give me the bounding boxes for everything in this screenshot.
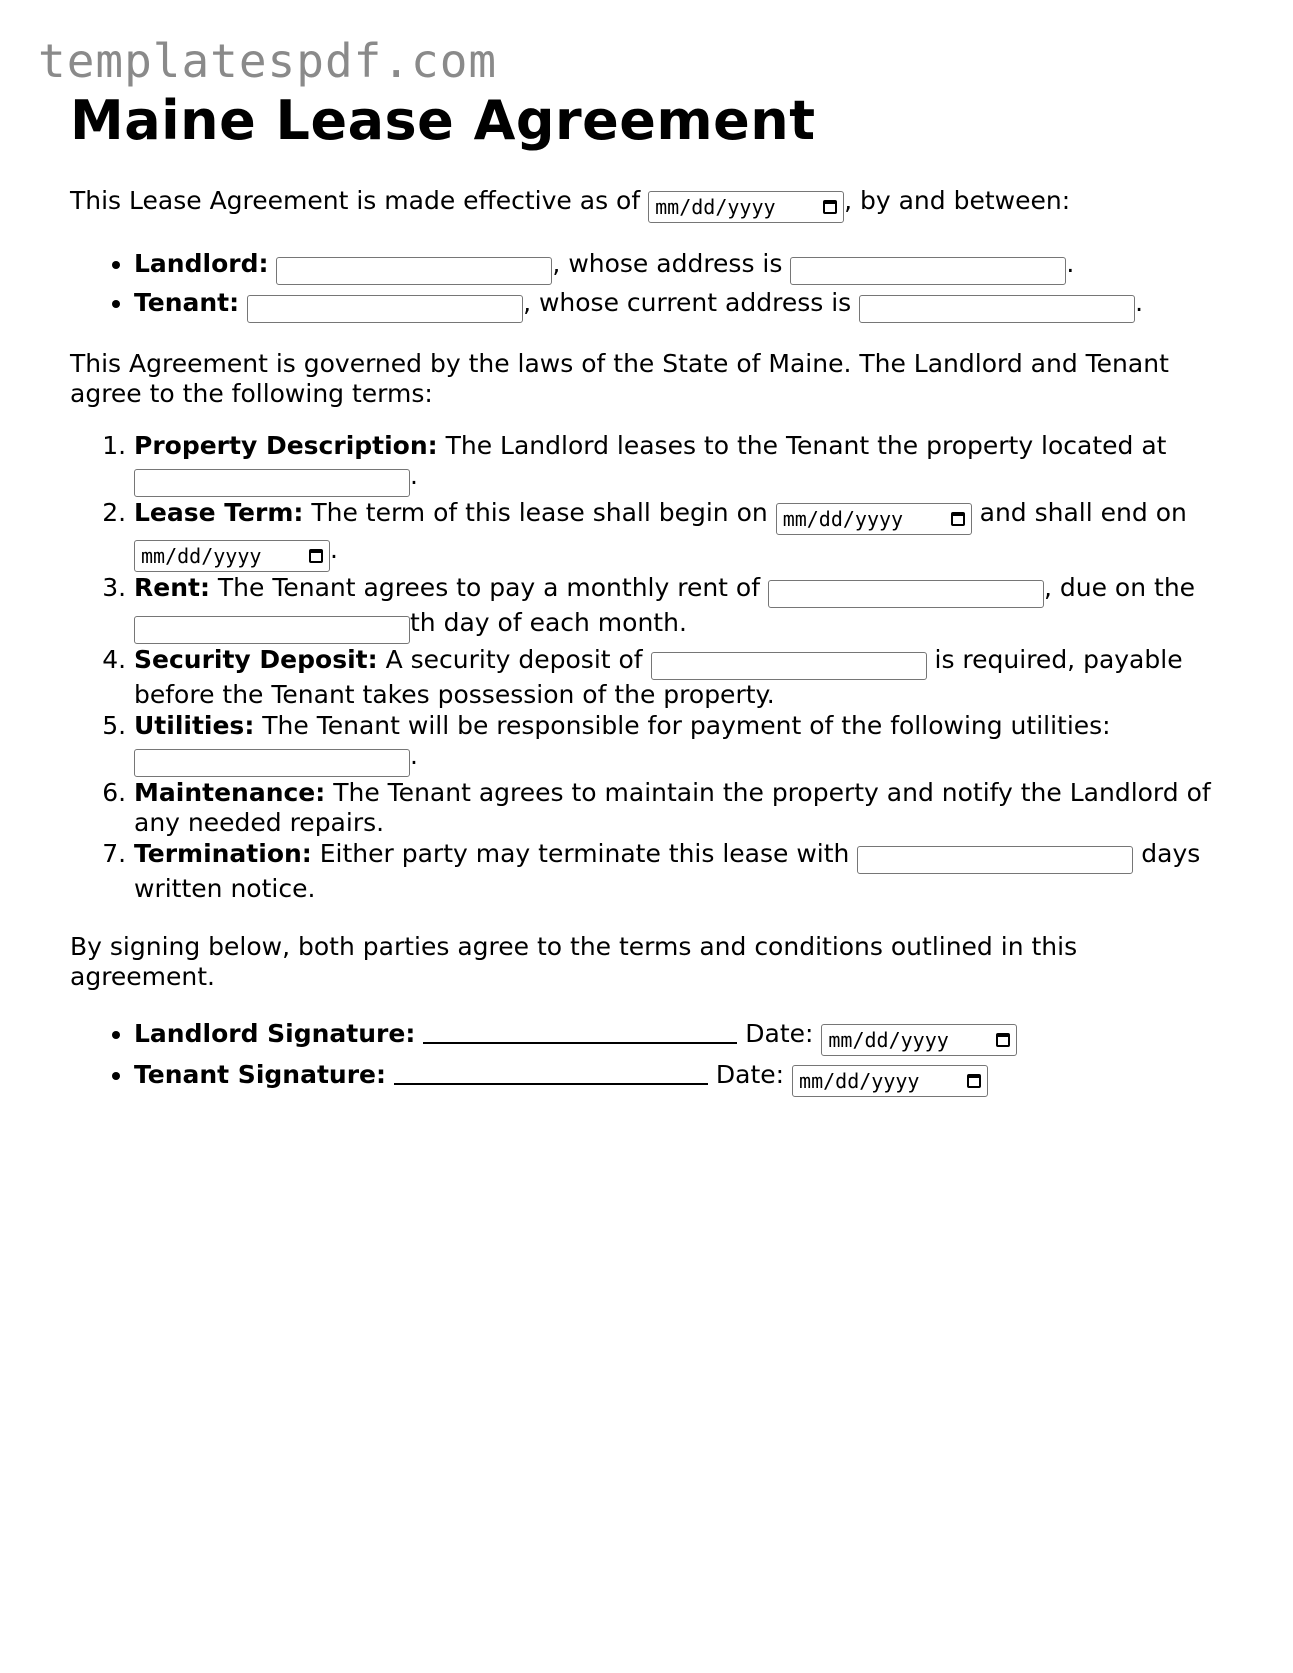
date-placeholder: mm/dd/yyyy bbox=[828, 1028, 949, 1053]
term-maintenance bbox=[134, 778, 1220, 838]
calendar-icon bbox=[967, 1074, 981, 1088]
terms-list bbox=[70, 431, 1220, 904]
term-label: Property Description: bbox=[134, 431, 438, 461]
page-title: Maine Lease Agreement bbox=[70, 89, 816, 152]
term-text: The Tenant agrees to pay a monthly rent of bbox=[217, 572, 761, 602]
term-label: Utilities: bbox=[134, 711, 255, 741]
monthly-rent-input[interactable] bbox=[768, 580, 1044, 608]
date-label: Date: bbox=[715, 1060, 785, 1090]
tenant-signature-line[interactable] bbox=[394, 1059, 708, 1085]
term-label: Termination: bbox=[134, 838, 312, 868]
date-placeholder: mm/dd/yyyy bbox=[141, 543, 262, 568]
parties-list bbox=[70, 249, 1220, 323]
term-text: Either party may terminate this lease with bbox=[319, 838, 850, 868]
term-text: The term of this lease shall begin on bbox=[311, 497, 768, 527]
term-security-deposit bbox=[134, 645, 1220, 711]
party-tenant bbox=[134, 288, 1220, 324]
date-placeholder: mm/dd/yyyy bbox=[782, 506, 904, 531]
landlord-address-text: , whose address is bbox=[552, 249, 783, 279]
notice-days-input[interactable] bbox=[857, 846, 1133, 874]
party-landlord bbox=[134, 249, 1220, 285]
period: . bbox=[1066, 249, 1075, 279]
term-property bbox=[134, 431, 1220, 497]
date-placeholder: mm/dd/yyyy bbox=[799, 1069, 920, 1094]
term-text: and shall end on bbox=[979, 497, 1187, 527]
period: . bbox=[410, 741, 418, 771]
landlord-signature-row bbox=[134, 1018, 1220, 1056]
effective-date-input[interactable] bbox=[648, 191, 844, 223]
period: . bbox=[330, 534, 338, 564]
lease-end-date-input[interactable] bbox=[134, 540, 330, 572]
tenant-signature-date-input[interactable] bbox=[792, 1065, 988, 1097]
period: . bbox=[410, 461, 418, 491]
tenant-address-input[interactable] bbox=[859, 295, 1135, 323]
rent-due-day-input[interactable] bbox=[134, 616, 410, 644]
tenant-address-text: , whose current address is bbox=[523, 287, 852, 317]
landlord-name-input[interactable] bbox=[276, 257, 552, 285]
term-rent bbox=[134, 573, 1220, 644]
landlord-address-input[interactable] bbox=[790, 257, 1066, 285]
term-utilities bbox=[134, 711, 1220, 777]
term-label: Security Deposit: bbox=[134, 644, 378, 674]
term-label: Lease Term: bbox=[134, 497, 304, 527]
tenant-label: Tenant: bbox=[134, 287, 240, 317]
signature-list bbox=[70, 1018, 1220, 1097]
tenant-signature-row bbox=[134, 1059, 1220, 1097]
property-address-input[interactable] bbox=[134, 469, 410, 497]
intro-text-end: , by and between: bbox=[844, 186, 1071, 216]
term-text: The Tenant agrees to maintain the property and notify the Landlord of any needed repairs. bbox=[134, 777, 1211, 837]
watermark: templatespdf.com bbox=[38, 34, 498, 88]
term-text: is required, payable before the Tenant takes possession of the property. bbox=[134, 644, 1183, 710]
term-text: The Tenant will be responsible for payment of the following utilities: bbox=[262, 711, 1111, 741]
calendar-icon bbox=[309, 549, 323, 563]
date-label: Date: bbox=[745, 1019, 814, 1049]
intro-paragraph bbox=[70, 186, 1220, 223]
date-placeholder: mm/dd/yyyy bbox=[655, 195, 776, 220]
term-termination bbox=[134, 839, 1220, 905]
security-deposit-input[interactable] bbox=[651, 652, 927, 680]
landlord-label: Landlord: bbox=[134, 249, 269, 279]
calendar-icon bbox=[951, 512, 965, 526]
term-text: A security deposit of bbox=[385, 644, 643, 674]
term-text: , due on the bbox=[1044, 572, 1196, 602]
lease-document bbox=[70, 90, 1220, 1100]
term-text: th day of each month. bbox=[410, 608, 687, 638]
calendar-icon bbox=[996, 1033, 1010, 1047]
signature-label: Landlord Signature: bbox=[134, 1019, 416, 1049]
term-lease-term bbox=[134, 498, 1220, 572]
term-label: Rent: bbox=[134, 572, 210, 602]
calendar-icon bbox=[823, 200, 837, 214]
utilities-input[interactable] bbox=[134, 749, 410, 777]
landlord-signature-line[interactable] bbox=[423, 1018, 737, 1044]
tenant-name-input[interactable] bbox=[247, 295, 523, 323]
term-text: days written notice. bbox=[134, 838, 1201, 904]
lease-start-date-input[interactable] bbox=[776, 503, 972, 535]
term-label: Maintenance: bbox=[134, 777, 326, 807]
landlord-signature-date-input[interactable] bbox=[821, 1024, 1017, 1056]
period: . bbox=[1135, 287, 1144, 317]
term-text: The Landlord leases to the Tenant the property located at bbox=[445, 431, 1167, 461]
intro-text: This Lease Agreement is made effective as of bbox=[70, 186, 641, 216]
closing-paragraph: By signing below, both parties agree to the terms and conditions outlined in this agreement. bbox=[70, 932, 1078, 992]
signature-label: Tenant Signature: bbox=[134, 1060, 386, 1090]
governing-law-paragraph: This Agreement is governed by the laws of the State of Maine. The Landlord and Tenant agree to the following terms: bbox=[70, 349, 1169, 409]
